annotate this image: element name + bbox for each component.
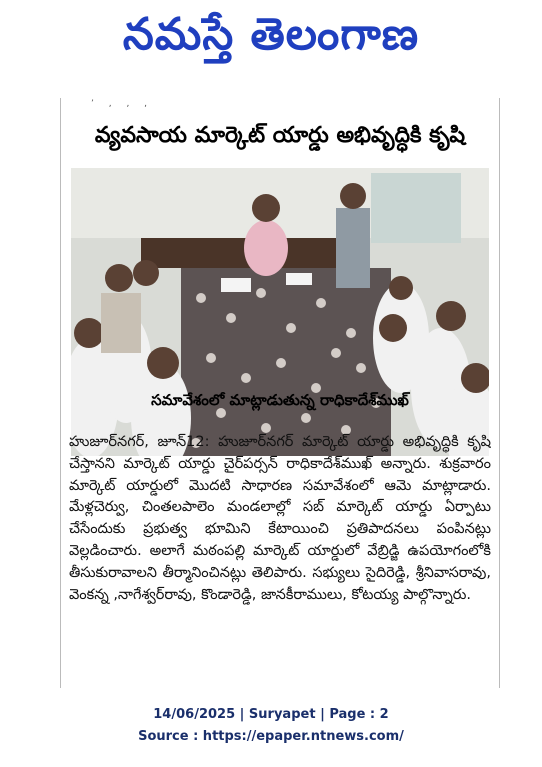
article-headline: వ్యవసాయ మార్కెట్ యార్డు అభివృద్ధికి కృషి [94, 123, 466, 148]
previous-article-fragment: ’ , , , [91, 99, 154, 109]
article-clipping [60, 98, 500, 688]
article-body: హుజూర్‌నగర్, జూన్12: హుజూర్‌నగర్ మార్కెట్ యార్డు అభివృద్ధికి కృషి చేస్తానని మార్కెట్ యార్డు చైర్‌పర్సన్ రాధికాదేశ్‌ముఖ్ అన్నారు. శుక్రవారం మార్కెట్ యార్డులో మొదటి సాధారణ సమావేశంలో ఆమె మాట్లాడారు. మేళ్లచెర్వు, చింతలపాలెం మండలాల్లో సబ్ మార్కెట్ యార్డు ఏర్పాటు చేసేందుకు ప్రభుత్వ భూమిని కేటాయించి ప్రతిపాదనలు పంపినట్లు వెల్లడించారు. అలాగే మఠంపల్లి మార్కెట్ యార్డులో వేబ్రిడ్జి ఉపయోగంలోకి తీసుకురావాలని తీర్మానించినట్లు తెలిపారు. సభ్యులు సైదిరెడ్డి, శ్రీనివాసరావు, వెంకన్న ,నాగేశ్వర్‌రావు, కొండారెడ్డి, జానకీరాములు, కోటయ్య పాల్గొన్నారు. [69, 434, 491, 603]
source-line: Source : https://epaper.ntnews.com/ [138, 729, 404, 744]
newspaper-logo: నమస్తే తెలంగాణ [122, 9, 420, 60]
photo-caption: సమావేశంలో మాట్లాడుతున్న రాధికాదేశ్‌ముఖ్ [151, 391, 409, 409]
edition-info: 14/06/2025 | Suryapet | Page : 2 [153, 707, 389, 722]
masthead [0, 0, 542, 80]
